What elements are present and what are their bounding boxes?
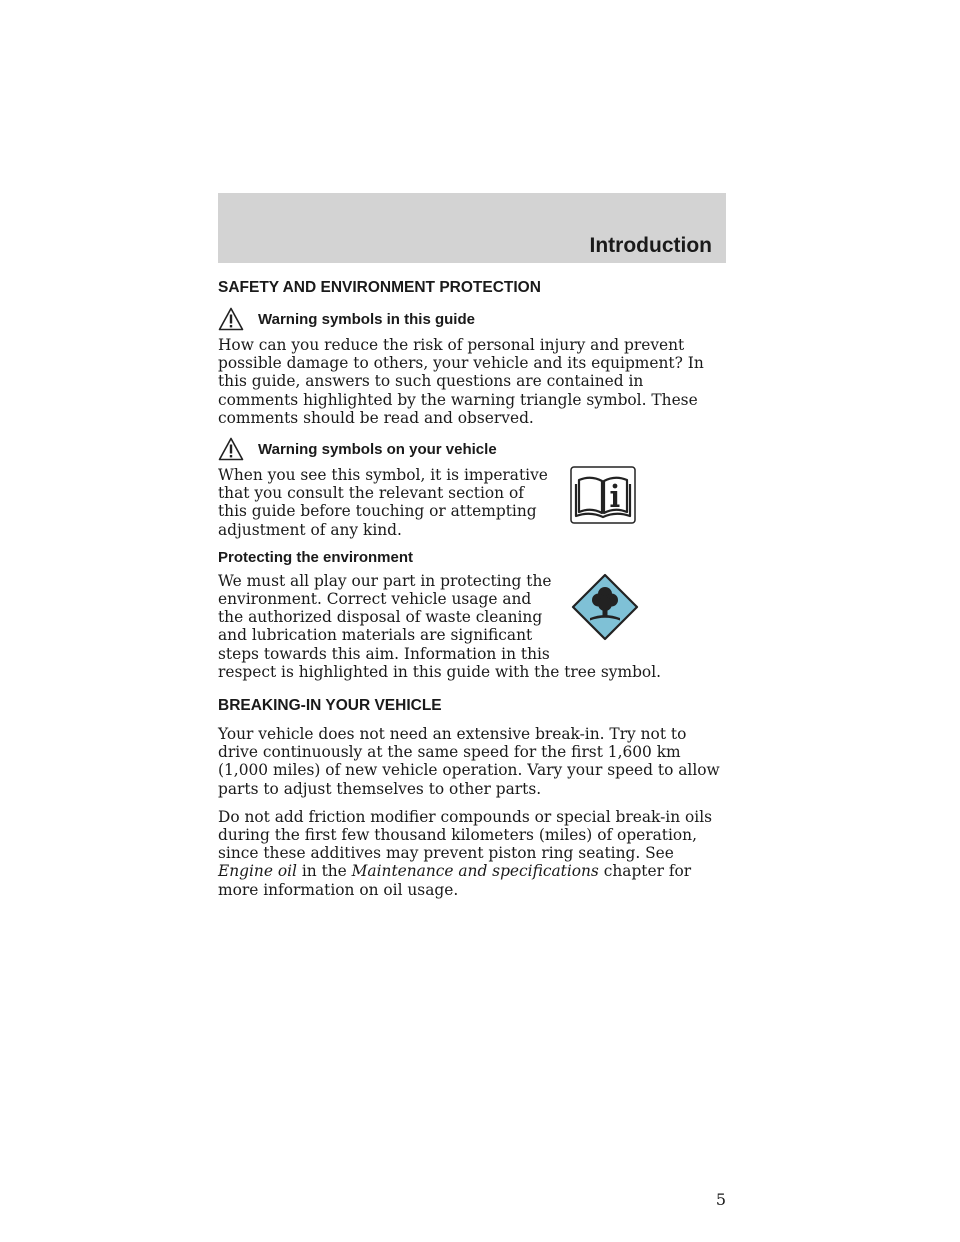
page-content	[218, 279, 726, 909]
section-title-safety: SAFETY AND ENVIRONMENT PROTECTION	[218, 279, 541, 296]
chapter-header-bar	[218, 193, 726, 263]
warning-triangle-icon	[218, 437, 244, 461]
breaking-in-paragraph-2	[218, 808, 726, 899]
warning-symbols-vehicle-text: When you see this symbol, it is imperative that you consult the relevant section of this guide before touching or attempting adjustment of any kind.	[218, 466, 548, 539]
section-title-breaking-in: BREAKING-IN YOUR VEHICLE	[218, 697, 442, 715]
warning-heading-guide	[218, 307, 726, 331]
protecting-environment-text: We must all play our part in protecting the environment. Correct vehicle usage and the authorized disposal of waste cleaning and lubrication materials are significant steps towards this aim. Information in this respect is highlighted in this guide with the tree symbol.	[218, 571, 662, 681]
warning-symbols-guide-heading: Warning symbols in this guide	[258, 310, 475, 328]
chapter-title: Introduction	[589, 234, 712, 257]
warning-heading-vehicle	[218, 437, 726, 461]
breaking-in-paragraph-2-part-c: chapter for more information on oil usage.	[218, 862, 692, 899]
protecting-environment-heading: Protecting the environment	[218, 548, 414, 566]
breaking-in-paragraph-1: Your vehicle does not need an extensive break-in. Try not to drive continuously at the same speed for the first 1,600 km (1,000 miles) of new vehicle operation. Vary your speed to allow parts to adjust themselves to other parts.	[218, 725, 720, 798]
page-number: 5	[715, 1190, 726, 1209]
warning-triangle-icon	[218, 307, 244, 331]
tree-symbol-icon	[570, 572, 640, 642]
owner-manual-symbol-icon	[570, 466, 636, 524]
breaking-in-paragraph-2-part-b: in the	[296, 862, 352, 881]
engine-oil-reference: Engine oil	[218, 862, 297, 881]
maintenance-specifications-reference: Maintenance and specifications	[351, 862, 599, 881]
breaking-in-paragraph-2-part-a: Do not add friction modifier compounds or special break-in oils during the first few thousand kilometers (miles) of operation, since these additives may prevent piston ring seating. See	[218, 807, 713, 863]
warning-symbols-vehicle-heading: Warning symbols on your vehicle	[258, 440, 497, 458]
warning-symbols-guide-text: How can you reduce the risk of personal injury and prevent possible damage to others, your vehicle and its equipment? In this guide, answers to such questions are contained in comments highlighted by the warning triangle symbol. These comments should be read and observed.	[218, 336, 704, 427]
